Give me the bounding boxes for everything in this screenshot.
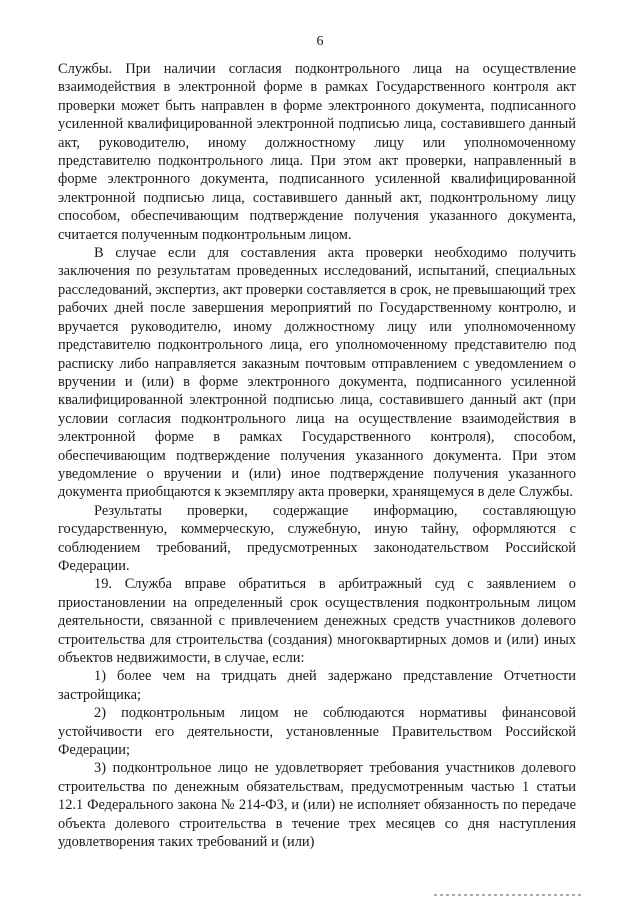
list-item-1: 1) более чем на тридцать дней задержано представление Отчетности застройщика; [58, 668, 576, 703]
page-number: 6 [316, 34, 324, 49]
paragraph-item-19: 19. Служба вправе обратиться в арбитражный суд с заявлением о приостановлении на определенный срок осуществления подконтрольным лицом деятельности, связанной с привлечением денежных средств участников долевого строительства для строительства (создания) многоквартирных домов и (или) иных объектов недвижимости, в случае, если: [58, 576, 576, 666]
list-item-2: 2) подконтрольным лицом не соблюдаются нормативы финансовой устойчивости его деятельности, установленные Правительством Российской Федерации; [58, 705, 576, 759]
list-item-3: 3) подконтрольное лицо не удовлетворяет требования участников долевого строительства по денежным обязательствам, предусмотренным частью 1 статьи 12.1 Федерального закона № 214-ФЗ, и (или) не исполняет обязанность по передаче объекта долевого строительства в течение трех месяцев со дня наступления удовлетворения таких требований и (или) [58, 760, 576, 851]
paragraph-act-electronic-delivery: Службы. При наличии согласия подконтрольного лица на осуществление взаимодействия в электронной форме в рамках Государственного контроля акт проверки может быть направлен в форме электронного документа, подписанного усиленной квалифицированной электронной подписью лица, составившего данный акт, руководителю, иному должностному лицу или уполномоченному представителю подконтрольного лица. При этом акт проверки, направленный в форме электронного документа, подписанного усиленной квалифицированной электронной подписью лица, составившего данный акт, подконтрольному лицу способом, обеспечивающим подтверждение получения указанного документа, считается полученным подконтрольным лицом. [58, 61, 576, 243]
scan-edge-mark [434, 894, 584, 896]
paragraph-secret-information: Результаты проверки, содержащие информацию, составляющую государственную, коммерческую, служебную, иную тайну, оформляются с соблюдением требований, предусмотренных законодательством Российской Федерации. [58, 502, 576, 574]
document-body [58, 60, 576, 851]
paragraph-act-deadline: В случае если для составления акта проверки необходимо получить заключения по результатам проведенных исследований, испытаний, специальных расследований, экспертиз, акт проверки составляется в срок, не превышающий трех рабочих дней после завершения мероприятий по Государственному контролю, и вручается руководителю, иному должностному лицу или уполномоченному представителю подконтрольного лица, его уполномоченному представителю под расписку либо направляется заказным почтовым отправлением с уведомлением о вручении и (или) в форме электронного документа, подписанного усиленной квалифицированной электронной подписью лица, составившего данный акт (при условии согласия подконтрольного лица на осуществление взаимодействия в электронной форме в рамках Государственного контроля), способом, обеспечивающим подтверждение получения указанного документа. При этом уведомление о вручении и (или) иное подтверждение получения указанного документа приобщаются к экземпляру акта проверки, хранящемуся в деле Службы. [58, 245, 576, 501]
